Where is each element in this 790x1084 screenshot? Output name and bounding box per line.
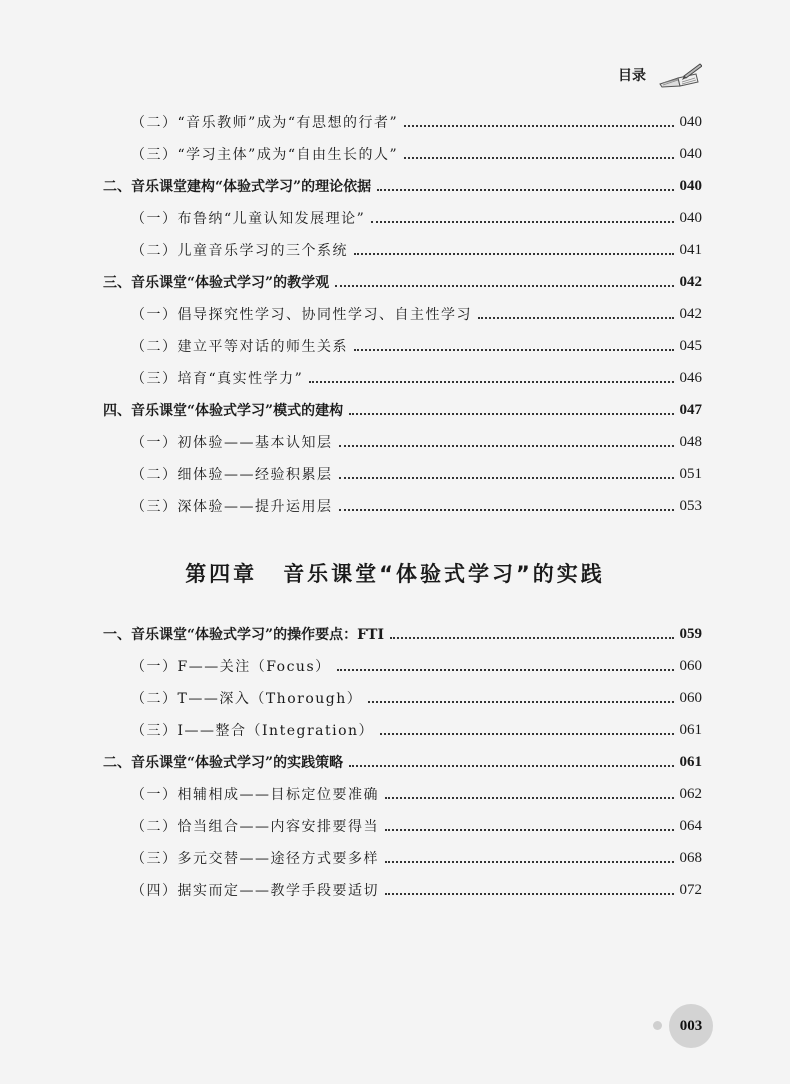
dot-leader (354, 253, 674, 255)
dot-leader (335, 285, 673, 287)
dot-leader (385, 829, 674, 831)
toc-entry-label: （一）布鲁纳“儿童认知发展理论” (131, 211, 366, 227)
dot-leader (377, 189, 673, 191)
toc-entry-page: 040 (679, 177, 702, 194)
toc-entry-page: 068 (679, 849, 702, 866)
toc-entry-label: 三、音乐课堂“体验式学习”的教学观 (103, 275, 330, 291)
toc-subsection-entry[interactable] (0, 110, 790, 134)
toc-entry-page: 045 (679, 337, 702, 354)
toc-entry-page: 041 (679, 241, 702, 258)
toc-subsection-entry[interactable] (0, 878, 790, 902)
dot-leader (339, 477, 674, 479)
toc-section-entry[interactable] (0, 270, 790, 294)
dot-leader (349, 765, 673, 767)
dot-leader (390, 637, 673, 639)
toc-entry-page: 040 (679, 113, 702, 130)
dot-leader (404, 157, 673, 159)
toc-subsection-entry[interactable] (0, 462, 790, 486)
toc-entry-label: 一、音乐课堂“体验式学习”的操作要点：FTI (103, 627, 385, 643)
folio-dot (653, 1021, 662, 1030)
toc-entry-label: 二、音乐课堂“体验式学习”的实践策略 (103, 755, 344, 771)
toc-subsection-entry[interactable] (0, 654, 790, 678)
toc-entry-page: 064 (679, 817, 702, 834)
toc-entry-page: 060 (679, 689, 702, 706)
toc-subsection-entry[interactable] (0, 494, 790, 518)
toc-entry-label: （二）“音乐教师”成为“有思想的行者” (131, 115, 399, 131)
dot-leader (385, 861, 674, 863)
toc-entry-label: （三）深体验——提升运用层 (131, 499, 333, 515)
toc-entry-label: （一）初体验——基本认知层 (131, 435, 333, 451)
toc-entry-page: 061 (679, 753, 702, 770)
toc-subsection-entry[interactable] (0, 814, 790, 838)
toc-entry-label: （三）培育“真实性学力” (131, 371, 304, 387)
toc-entry-page: 042 (679, 273, 702, 290)
toc-entry-page: 048 (679, 433, 702, 450)
dot-leader (385, 797, 674, 799)
toc-subsection-entry[interactable] (0, 238, 790, 262)
dot-leader (371, 221, 673, 223)
toc-entry-label: （三）多元交替——途径方式要多样 (131, 851, 379, 867)
toc-entry-page: 061 (679, 721, 702, 738)
toc-entry-label: （一）倡导探究性学习、协同性学习、自主性学习 (131, 307, 472, 323)
chapter-title: 音乐课堂“体验式学习”的实践 (283, 562, 605, 586)
page-number (669, 1004, 713, 1048)
toc-entry-page: 059 (679, 625, 702, 642)
toc-entry-label: （二）建立平等对话的师生关系 (131, 339, 348, 355)
toc-entry-label: （一）相辅相成——目标定位要准确 (131, 787, 379, 803)
toc-section-entry[interactable] (0, 622, 790, 646)
toc-entry-label: （三）“学习主体”成为“自由生长的人” (131, 147, 399, 163)
toc-entry-page: 047 (679, 401, 702, 418)
toc-entry-label: 二、音乐课堂建构“体验式学习”的理论依据 (103, 179, 372, 195)
page-number-text: 003 (679, 1017, 703, 1034)
toc-subsection-entry[interactable] (0, 142, 790, 166)
toc-entry-page: 051 (679, 465, 702, 482)
toc-entry-label: （二）T——深入（Thorough） (131, 691, 363, 707)
toc-entry-label: （二）细体验——经验积累层 (131, 467, 333, 483)
toc-section-entry[interactable] (0, 398, 790, 422)
toc-entry-page: 042 (679, 305, 702, 322)
dot-leader (354, 349, 674, 351)
toc-entry-label: （一）F——关注（Focus） (131, 659, 331, 675)
toc-entry-page: 040 (679, 209, 702, 226)
toc-subsection-entry[interactable] (0, 366, 790, 390)
toc-section-entry[interactable] (0, 750, 790, 774)
toc-subsection-entry[interactable] (0, 782, 790, 806)
toc-subsection-entry[interactable] (0, 846, 790, 870)
toc-subsection-entry[interactable] (0, 430, 790, 454)
toc-subsection-entry[interactable] (0, 686, 790, 710)
toc-entry-label: （四）据实而定——教学手段要适切 (131, 883, 379, 899)
toc-subsection-entry[interactable] (0, 334, 790, 358)
dot-leader (368, 701, 673, 703)
dot-leader (380, 733, 673, 735)
dot-leader (478, 317, 674, 319)
toc-entry-page: 046 (679, 369, 702, 386)
dot-leader (385, 893, 674, 895)
toc-entry-page: 062 (679, 785, 702, 802)
chapter-number: 第四章 (185, 562, 258, 586)
toc-entry-page: 072 (679, 881, 702, 898)
toc-entry-label: （二）恰当组合——内容安排要得当 (131, 819, 379, 835)
toc-entry-label: （二）儿童音乐学习的三个系统 (131, 243, 348, 259)
toc-entry-page: 060 (679, 657, 702, 674)
dot-leader (339, 509, 674, 511)
running-header (618, 60, 702, 88)
toc-entry-label: 四、音乐课堂“体验式学习”模式的建构 (103, 403, 344, 419)
toc-subsection-entry[interactable] (0, 718, 790, 742)
toc-section-entry[interactable] (0, 174, 790, 198)
dot-leader (337, 669, 674, 671)
header-title: 目录 (618, 68, 646, 84)
dot-leader (404, 125, 673, 127)
dot-leader (349, 413, 673, 415)
dot-leader (309, 381, 673, 383)
chapter-heading (0, 558, 790, 588)
toc-subsection-entry[interactable] (0, 302, 790, 326)
toc-subsection-entry[interactable] (0, 206, 790, 230)
toc-entry-page: 040 (679, 145, 702, 162)
toc-entry-page: 053 (679, 497, 702, 514)
dot-leader (339, 445, 674, 447)
open-book-pencil-icon (658, 60, 702, 88)
toc-entry-label: （三）I——整合（Integration） (131, 723, 375, 739)
